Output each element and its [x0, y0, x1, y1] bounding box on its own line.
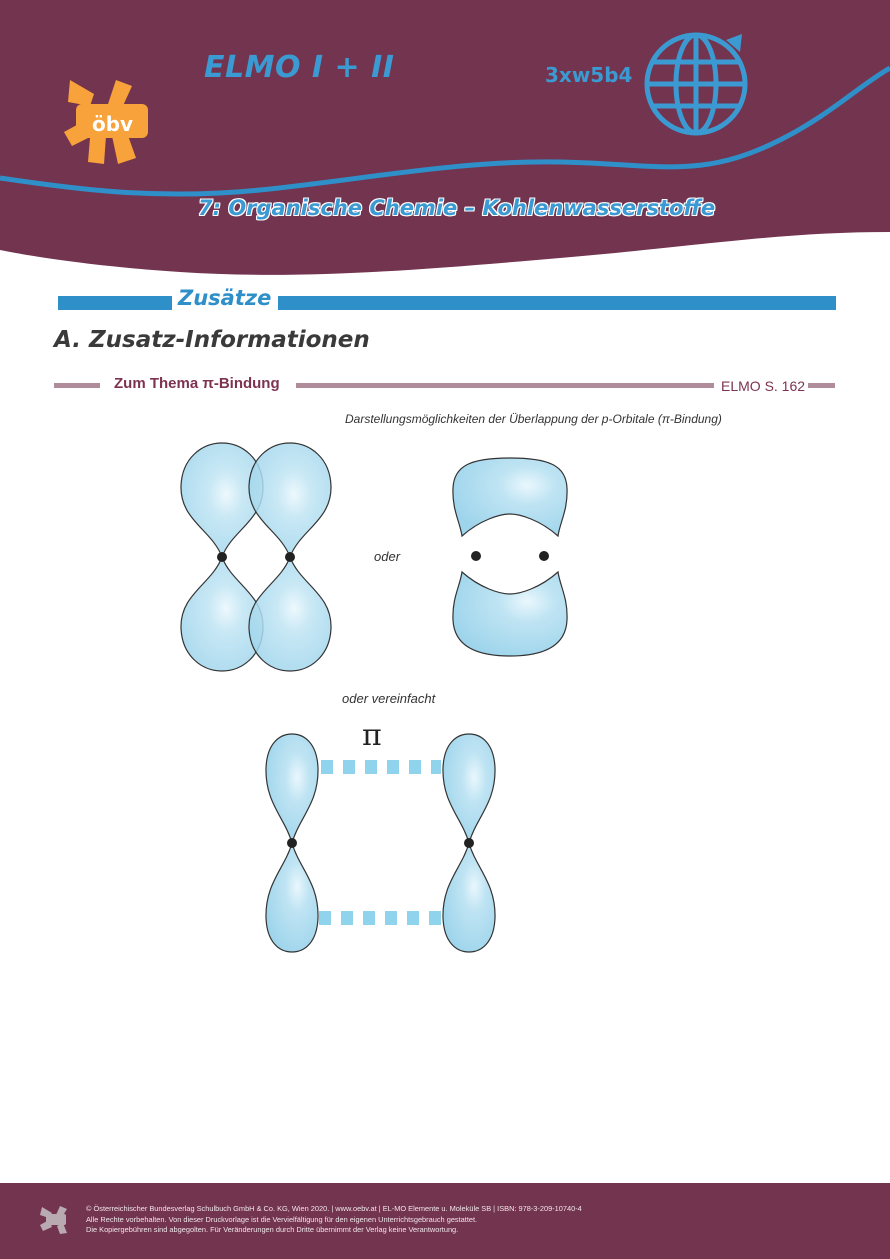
atom-nucleus: [285, 552, 295, 562]
chapter-title: 7: Organische Chemie – Kohlenwasserstoffe: [198, 196, 716, 220]
orbital-lobe: [443, 843, 495, 952]
book-reference: ELMO S. 162: [721, 378, 806, 394]
footer-line: Die Kopiergebühren sind abgegolten. Für Veränderungen durch Dritte übernimmt der Verlag keine Verantwortung.: [86, 1225, 459, 1234]
pi-bond-dashes-bottom: [319, 911, 441, 925]
subsection-title: Zum Thema π-Bindung: [114, 375, 280, 392]
atom-nucleus: [287, 838, 297, 848]
logo-text: öbv: [92, 112, 134, 136]
atom-nucleus: [464, 838, 474, 848]
section-bar-right: [278, 296, 836, 310]
pi-symbol: π: [362, 718, 382, 753]
orbital-lobe: [266, 734, 318, 843]
figure-caption: Darstellungsmöglichkeiten der Überlappung der p-Orbitale (π-Bindung): [345, 412, 722, 426]
oder-label: oder: [374, 549, 401, 564]
page-heading: A. Zusatz-Informationen: [54, 327, 370, 353]
globe-icon: [642, 26, 754, 142]
subsection-bar-middle: [296, 383, 714, 388]
atom-nucleus: [471, 551, 481, 561]
orbital-lobe: [249, 443, 331, 557]
pi-bond-dashes-top: [321, 760, 441, 774]
footer-line: Alle Rechte vorbehalten. Von dieser Druckvorlage ist die Vervielfältigung für den eigenen Unterrichtsgebrauch gestattet.: [86, 1214, 478, 1224]
section-title: Zusätze: [178, 286, 272, 310]
online-code: 3xw5b4: [545, 63, 633, 87]
brand-title: ELMO I + II: [204, 50, 395, 85]
atom-nucleus: [217, 552, 227, 562]
footer-line: © Österreichischer Bundesverlag Schulbuch GmbH & Co. KG, Wien 2020. | www.oebv.at | EL-MO Elemente u. Moleküle SB | ISBN: 978-3-209-10740-4: [86, 1204, 582, 1213]
subsection-bar-right: [808, 383, 835, 388]
atom-nucleus: [539, 551, 549, 561]
pi-bond-electron-cloud-diagram: [440, 450, 580, 665]
pi-cloud-upper: [453, 458, 567, 536]
pi-cloud-lower: [453, 572, 567, 656]
obv-footer-logo-icon: [38, 1203, 70, 1235]
subsection-bar-left: [54, 383, 100, 388]
section-bar-left: [58, 296, 172, 310]
oder-simplified-label: oder vereinfacht: [342, 691, 436, 706]
orbital-lobe: [443, 734, 495, 843]
orbital-lobe: [266, 843, 318, 952]
orbital-lobe: [249, 557, 331, 671]
overlapping-p-orbitals-diagram: [160, 430, 360, 680]
footer-legal-text: [86, 1204, 582, 1236]
simplified-pi-bond-diagram: [255, 728, 515, 958]
